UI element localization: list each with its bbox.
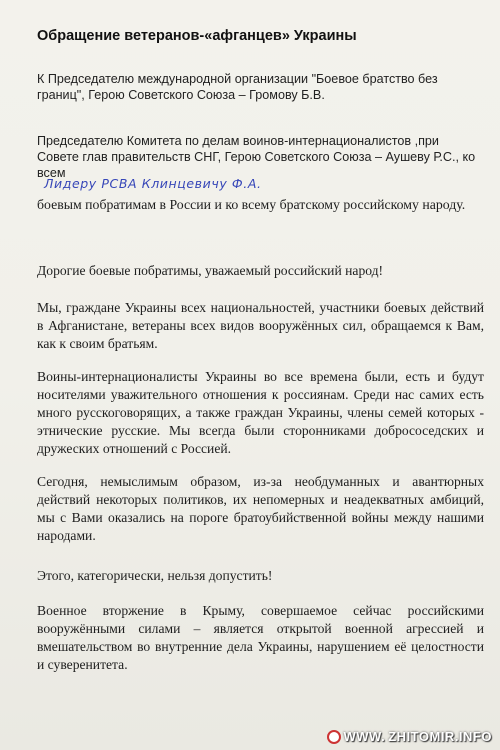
site-watermark	[327, 729, 492, 744]
address-to-people: боевым побратимам в России и ко всему братскому российскому народу.	[37, 197, 466, 212]
paragraph-1: Мы, граждане Украины всех национальностей, участники боевых действий в Афганистане, ветераны всех видов вооружённых сил, обращаемся к Вам, как к своим братьям.	[37, 300, 484, 351]
zhitomir-logo-icon	[327, 730, 341, 744]
paragraph-4: Этого, категорически, нельзя допустить!	[37, 568, 273, 583]
handwritten-note: Лидеру РСВА Клинцевичу Ф.А.	[44, 176, 262, 191]
address-to-aushev: Председателю Комитета по делам воинов-интернационалистов ,при Совете глав правительств СНГ, Герою Советского Союза – Аушеву Р.С., ко всем	[37, 134, 476, 180]
watermark-prefix: WWW.	[343, 729, 386, 744]
paragraph-2: Воины-интернационалисты Украины во все времена были, есть и будут носителями уважительного отношения к россиянам. Среди нас самих есть много русскоговорящих, а также граждан Украины, члены семей которых - этнические русские. Мы всегда были сторонниками добрососедских и дружеских отношений с Россией.	[37, 369, 484, 456]
paragraph-5: Военное вторжение в Крыму, совершаемое сейчас российскими вооружёнными силами – является открытой военной агрессией и вмешательством во внутренние дела Украины, нарушением её целостности и суверенитета.	[37, 603, 484, 672]
paragraph-3: Сегодня, немыслимым образом, из-за необдуманных и авантюрных действий некоторых политиков, их непомерных и неадекватных амбиций, мы с Вами оказались на пороге братоубийственной войны между нашими народами.	[37, 474, 484, 543]
watermark-text: ZHITOMIR.INFO	[388, 729, 492, 744]
document-title: Обращение ветеранов-«афганцев» Украины	[37, 28, 357, 44]
paragraph-greeting: Дорогие боевые побратимы, уважаемый российский народ!	[37, 263, 384, 278]
address-to-gromov: К Председателю международной организации "Боевое братство без границ", Герою Советского Союза – Громову Б.В.	[37, 72, 438, 102]
